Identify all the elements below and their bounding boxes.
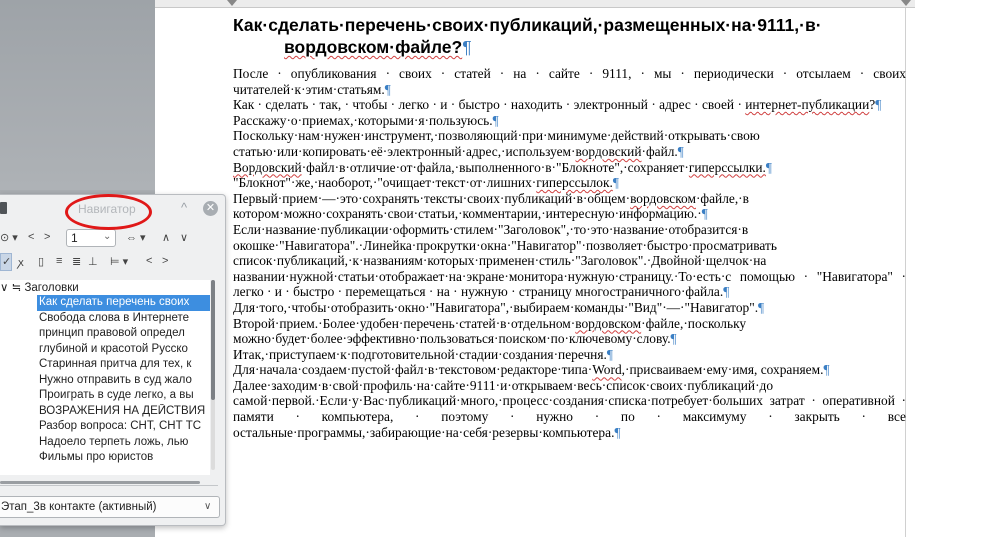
chevron-down-icon[interactable]: ∨ xyxy=(204,501,212,512)
paragraph[interactable] xyxy=(233,113,906,129)
divider xyxy=(0,485,218,486)
text-run: ? xyxy=(869,97,876,113)
misspelled-word: гиперссылки. xyxy=(688,159,766,175)
pilcrow-mark: ¶ xyxy=(758,299,765,315)
navigator-title: Навигатор xyxy=(78,202,136,216)
navigator-toolbar-1 xyxy=(0,229,225,249)
paragraph[interactable] xyxy=(233,362,906,378)
heading-list xyxy=(37,295,210,466)
paragraph[interactable] xyxy=(233,191,906,222)
document-select-value: Этап_3в контакте (активный) xyxy=(1,501,157,513)
paragraph[interactable] xyxy=(233,378,906,440)
panel-icon xyxy=(0,202,7,214)
heading-line-2: вордовском·файле? xyxy=(284,37,463,57)
pilcrow-mark: ¶ xyxy=(677,143,684,159)
text-run: Поскольку·нам·нужен·инструмент,·позволяющий·при·минимуме·действий·открывать·свою статью·или·копировать·её·электронный·адрес,·используем· xyxy=(233,128,760,159)
pilcrow-mark: ¶ xyxy=(492,112,499,128)
demote-chapter-icon[interactable]: > xyxy=(162,255,169,267)
tree-item[interactable]: Надоело терпеть ложь, лью xyxy=(39,435,189,448)
chevron-up-icon[interactable]: ∧ xyxy=(162,232,171,244)
page-number-value: 1 xyxy=(71,231,78,245)
tree-item[interactable]: Проиграть в суде легко, а вы xyxy=(39,389,194,401)
tree-item[interactable]: глубиной и красотой Русско xyxy=(39,342,188,355)
previous-icon[interactable]: < xyxy=(28,231,35,243)
horizontal-scrollbar[interactable] xyxy=(0,481,200,484)
tree-item[interactable]: Старинная притча для тех, к xyxy=(39,358,192,370)
ruler-right-marker[interactable] xyxy=(901,0,911,6)
tree-item[interactable]: Фильмы про юристов xyxy=(39,451,154,463)
pilcrow-mark: ¶ xyxy=(384,81,391,97)
document-heading[interactable] xyxy=(233,14,906,58)
navigator-tree[interactable] xyxy=(0,280,210,475)
pilcrow-mark: ¶ xyxy=(701,206,708,222)
navigator-panel[interactable] xyxy=(0,194,226,526)
pilcrow-mark: ¶ xyxy=(723,284,730,300)
pilcrow-mark: ¶ xyxy=(614,424,621,440)
paragraph[interactable] xyxy=(233,128,906,159)
text-run: ,·присваиваем·ему·имя, сохраняем. xyxy=(621,362,824,378)
paragraph[interactable] xyxy=(233,97,906,113)
pilcrow-mark: ¶ xyxy=(606,346,613,362)
misspelled-word: Вордовский xyxy=(233,159,302,175)
check-icon: ✓ xyxy=(2,256,12,268)
list-icon[interactable]: ≣ xyxy=(72,256,82,268)
tree-item[interactable]: принцип правовой определ xyxy=(39,327,185,339)
paragraph[interactable] xyxy=(233,347,906,363)
header-footer-icon[interactable]: ▯ xyxy=(38,256,45,268)
misspelled-word: Word xyxy=(592,362,622,378)
pilcrow-mark: ¶ xyxy=(612,175,619,191)
chevron-down-icon[interactable]: ⌄ xyxy=(103,231,112,242)
text-run: Для·того,·чтобы·отобразить·окно·"Навигатора",·выбираем·команды·"Вид"·—·"Навигатор". xyxy=(233,299,759,315)
tree-scrollbar[interactable] xyxy=(211,280,215,470)
text-run: Для·начала·создаем·пустой·файл·в·текстовом·редакторе·типа· xyxy=(233,362,593,378)
close-button[interactable]: ✕ xyxy=(203,201,218,216)
next-icon[interactable]: > xyxy=(44,231,51,243)
text-run: ·файл·в·отличие·от·файла,·выполненного·в·"Блокноте",·сохраняет· xyxy=(301,159,689,175)
paragraph[interactable] xyxy=(233,160,906,176)
heading-levels-icon[interactable]: ⊨ ▾ xyxy=(110,256,129,268)
text-run: Если·название·публикации·оформить·стилем·"Заголовок",·то·это·название·отобразится·в окошке·"Навигатора".·Линейка·прокрутки·окна·"Навигатор"·позволяет·быстро·просматривать список·публикаций,·к·названиям·которых·применен·стиль·"Заголовок".·Двойной·щелчок·на названии·нужной·статьи·отображает·на·экране·монитора·нужную·страницу.·То·есть·с помощью · "Навигатора" · легко · и · быстро · перемещаться · на · нужную · страницу многостраничного·файла. xyxy=(233,221,906,300)
misspelled-word: интернет-публикации xyxy=(745,97,870,113)
misspelled-word: гиперссылок. xyxy=(536,175,613,191)
text-run: После · опубликования · своих · статей · на · сайте · 9111, · мы · периодически · отсылаем · своих читателей·к·этим·статьям. xyxy=(233,66,906,97)
tree-item[interactable]: Свобода слова в Интернете xyxy=(39,311,190,324)
anchor-icon[interactable]: ≡ xyxy=(56,255,63,267)
tree-item[interactable]: Разбор вопроса: СНТ, СНТ ТС xyxy=(39,420,202,432)
ruler-indent-marker[interactable] xyxy=(227,0,237,6)
paragraph[interactable] xyxy=(233,222,906,300)
chevron-down-icon[interactable]: ∨ xyxy=(180,232,189,244)
misspelled-word: вордовском xyxy=(630,190,696,206)
page-number-spinner[interactable] xyxy=(66,229,116,247)
misspelled-word: вордовский xyxy=(575,143,642,159)
misspelled-word: вордовском xyxy=(575,315,642,331)
scrollbar-thumb[interactable] xyxy=(211,280,215,400)
horizontal-ruler[interactable] xyxy=(155,0,915,8)
paragraph[interactable] xyxy=(233,66,906,97)
text-run: Второй·прием.·Более·удобен·перечень·статей·в·отдельном· xyxy=(233,315,576,331)
text-run: Расскажу·о·приемах,·которыми·я·пользуюсь. xyxy=(233,112,493,128)
set-reminder-icon[interactable]: ꭗ xyxy=(18,257,24,269)
navigator-toolbar-2 xyxy=(0,253,225,273)
document-select[interactable] xyxy=(0,496,220,518)
highlight-circle xyxy=(65,194,152,230)
pilcrow-mark: ¶ xyxy=(462,37,472,57)
pilcrow-mark: ¶ xyxy=(670,331,677,347)
navigate-by-icon[interactable]: ⊙ ▾ xyxy=(0,232,18,244)
text-run: Далее·заходим·в·свой·профиль·на·сайте·9111·и·открываем·весь·список·своих·публикаций·до самой·первой.·Если·у·Вас·публикаций·много,·процесс·создания·списка·потребует·больших затрат · оперативной · памяти · компьютера, · поэтому · нужно · по · максимуму · закрыть · все остальные·программы,·забирающие·на·себя·резервы·компьютера. xyxy=(233,377,906,440)
text-run: Как · сделать · так, · чтобы · легко · и · быстро · находить · электронный · адрес · своей · xyxy=(233,97,746,113)
paragraph[interactable] xyxy=(233,175,906,191)
pilcrow-mark: ¶ xyxy=(823,362,830,378)
tree-item-active[interactable]: Как сделать перечень своих xyxy=(37,295,210,311)
pilcrow-mark: ¶ xyxy=(875,97,882,113)
tree-root-headings[interactable]: ∨ ≒ Заголовки xyxy=(0,282,79,294)
right-margin-area xyxy=(915,0,986,537)
text-run: Итак,·приступаем·к·подготовительной·стадии·создания·перечня. xyxy=(233,346,607,362)
pilcrow-mark: ¶ xyxy=(765,159,772,175)
document-content[interactable] xyxy=(233,14,906,440)
minimize-button[interactable]: ^ xyxy=(181,200,188,215)
text-run: "Блокнот"·же,·наоборот,·"очищает·текст·от·лишних· xyxy=(233,175,537,191)
paragraph[interactable] xyxy=(233,316,906,347)
promote-icon[interactable]: ⊥ xyxy=(88,256,98,268)
tree-item[interactable]: ВОЗРАЖЕНИЯ НА ДЕЙСТВИЯ xyxy=(39,404,206,417)
text-run: Первый·прием·—·это·сохранять·тексты·своих·публикаций·в·общем· xyxy=(233,190,631,206)
document-body[interactable] xyxy=(233,66,906,440)
text-run: ·файле,·в котором·можно·сохранять·свои·статьи,·комментарии,·интересную·информацию.· xyxy=(233,190,749,222)
drag-mode-icon[interactable]: ⇔ ▾ xyxy=(126,232,146,244)
paragraph[interactable] xyxy=(233,300,906,316)
heading-line-1: Как·сделать·перечень·своих·публикаций,·размещенных·на·9111,·в· xyxy=(233,15,822,35)
text-run: ·файл. xyxy=(641,143,678,159)
tree-item[interactable]: Нужно отправить в суд жало xyxy=(39,373,192,386)
promote-chapter-icon[interactable]: < xyxy=(146,255,153,267)
text-run: ·файле,·поскольку можно·будет·более·эффективно·пользоваться·поиском·по·ключевому·слову. xyxy=(233,315,747,347)
